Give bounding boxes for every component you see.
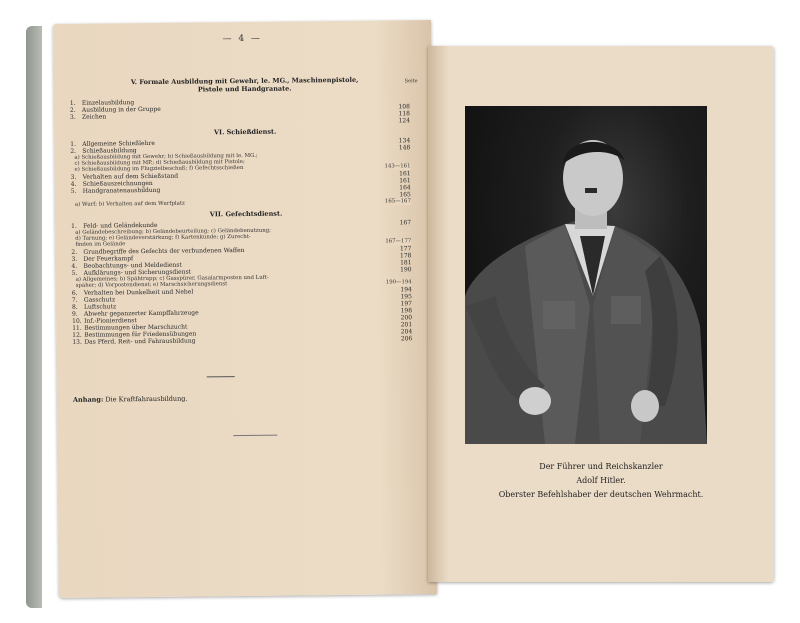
portrait-photo [465, 106, 707, 444]
toc-entry: 5. Aufklärungs- und Sicherungsdienst 190 [71, 266, 412, 277]
toc-sub: a) Allgemeines; b) Spähtrupp; c) Gasspürer, Gasalarmposten und Luft- [75, 274, 269, 283]
toc-sub: c) Schießausbildung mit MP.; d) Schießausbildung mit Pistole; [74, 158, 245, 167]
toc-entry: 8. Luftschutz 197 [71, 300, 412, 311]
right-page [428, 46, 774, 582]
toc-entry: 6. Verhalten bei Dunkelheit und Nebel 194 [71, 286, 412, 297]
toc-entry: 4. Beobachtungs- und Meldedienst 181 [71, 259, 412, 270]
toc-sub: finden im Gelände 167—177 [75, 238, 412, 248]
section-v-title-2: Pistole und Handgranate. [197, 84, 292, 94]
toc-entry: 4. Schießauszeichnungen 161 [70, 177, 411, 188]
toc-entry: 1. Einzelausbildung [69, 99, 135, 107]
toc-entry: 124 [398, 117, 411, 125]
book-cover-edge [26, 26, 42, 608]
toc-sub: a) Schießausbildung mit Gewehr; b) Schießausbildung mit le. MG.; [74, 152, 258, 161]
toc-entry: 1. Feld- und Geländekunde 167 [71, 219, 412, 230]
left-page [53, 20, 437, 598]
toc-entry: 3. Verhalten auf dem Schießstand 161 [70, 170, 411, 181]
caption-name: Adolf Hitler. [576, 476, 626, 485]
seite-label: Seite [404, 78, 418, 85]
toc-sub: a) Geländebeschreibung; b) Geländebeurteilung; c) Geländebenutzung; [75, 227, 271, 236]
toc-entry: 7. Gasschutz 195 [71, 293, 412, 304]
toc-sub: a) Wurf; b) Verhalten auf dem Wurfplatz 165—167 [74, 198, 411, 208]
caption-role: Oberster Befehlshaber der deutschen Wehrmacht. [498, 490, 704, 499]
section-vii-title: VII. Gefechtsdienst. [209, 209, 283, 219]
anhang-line: Anhang: Die Kraftfahrausbildung. [72, 394, 188, 404]
toc-page: 165 [399, 191, 411, 199]
portrait-figure [465, 106, 707, 444]
toc-entry: 11. Bestimmungen über Marschzucht 201 [72, 321, 413, 332]
toc-entry: 3. Der Feuerkampf 178 [71, 252, 412, 263]
caption-title: Der Führer und Reichskanzler [539, 462, 663, 471]
toc-entry: 9. Abwehr gepanzerter Kampffahrzeuge 198 [72, 307, 413, 318]
divider [207, 376, 235, 377]
toc-sub: e) Schießausbildung im Flugzielbeschuß; f) Gefechtsschießen 143—161 [74, 163, 411, 173]
divider [233, 435, 277, 436]
section-v-title: V. Formale Ausbildung mit Gewehr, le. MG., Maschinenpistole, [130, 75, 359, 87]
toc-entry: 12. Bestimmungen für Friedensübungen 204 [72, 328, 413, 339]
toc-sub: späher; d) Vorpostendienst; e) Marschsicherungsdienst 190—194 [75, 279, 412, 289]
toc-entry: 1. Allgemeine Schießlehre 134 [70, 137, 411, 148]
toc-entry: 10. Inf.-Pionierdienst 200 [72, 314, 413, 325]
section-vi-title: VI. Schießdienst. [213, 127, 277, 137]
toc-entry: 3. Zeichen 118 [69, 110, 411, 121]
toc-entry: 2. Schießausbildung 148 [70, 144, 411, 155]
toc-entry: 2. Ausbildung in der Gruppe 108 [69, 103, 410, 114]
page-number: — 4 — [222, 33, 262, 45]
toc-entry: 2. Grundbegriffe des Gefechts der verbundenen Waffen 177 [71, 245, 412, 256]
toc-sub: d) Tarnung; e) Geländeverstärkung; f) Kartenkunde; g) Zurecht- [75, 233, 251, 242]
toc-entry: 13. Das Pferd, Reit- und Fahrausbildung 206 [72, 335, 413, 346]
toc-entry: 5. Handgranatenausbildung 164 [70, 184, 411, 195]
